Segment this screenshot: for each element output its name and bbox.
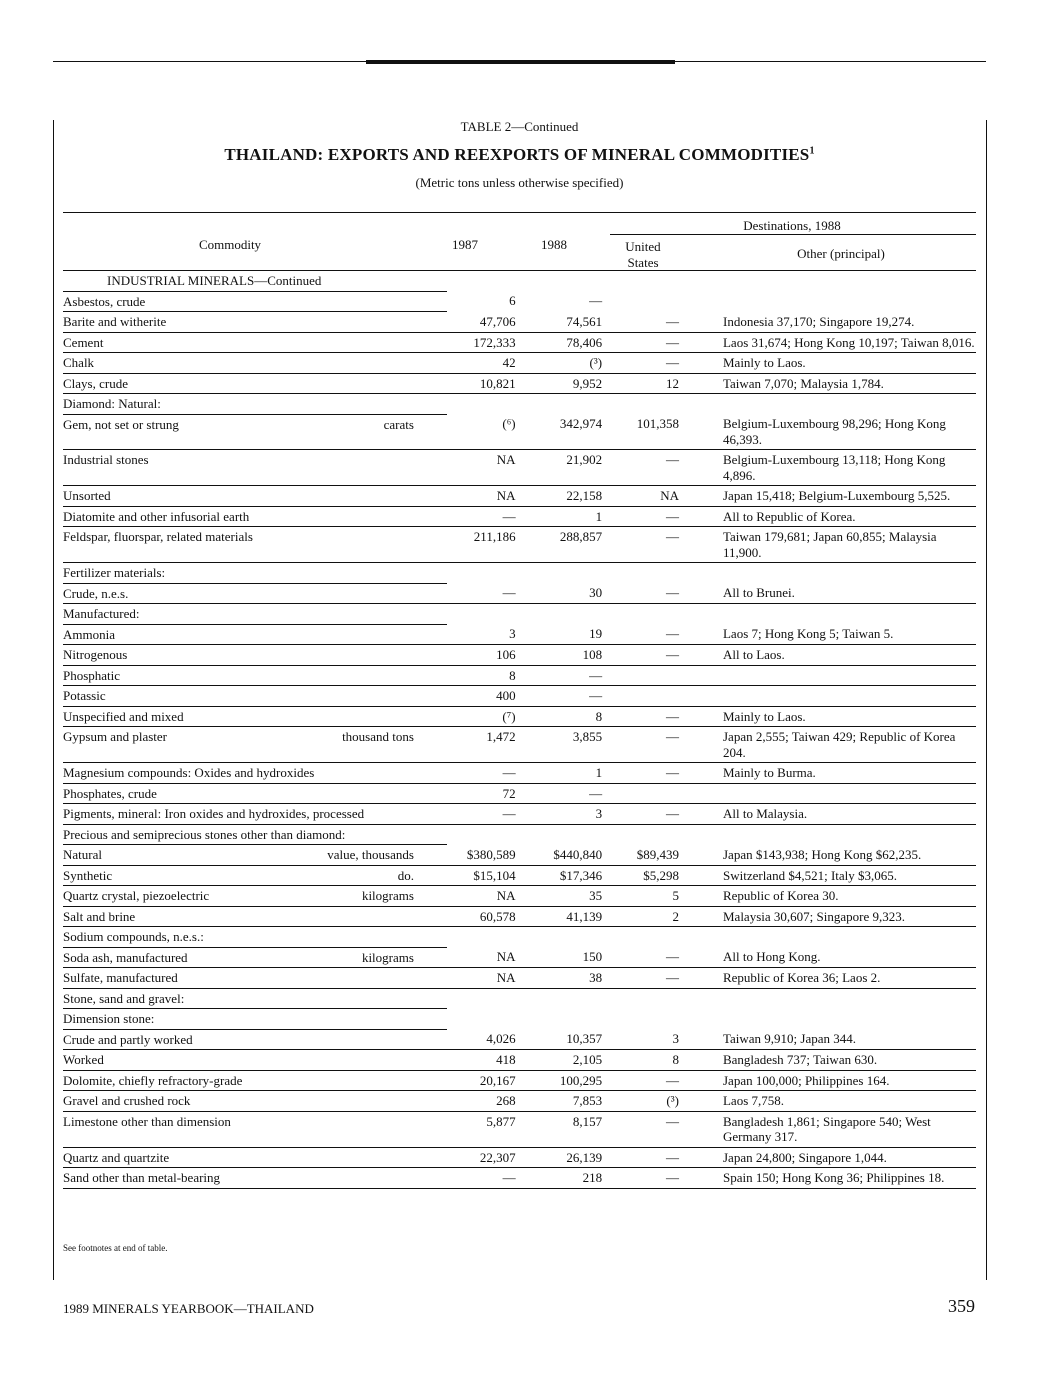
value-1988: 22,158 [516,486,603,507]
value-1987: (⁶) [447,414,516,450]
value-other: Japan 100,000; Philippines 164. [679,1070,976,1091]
value-1988: 7,853 [516,1091,603,1112]
value-us: 101,358 [602,414,679,450]
value-1987: — [447,1168,516,1189]
value-us: — [602,353,679,374]
commodity-name: Pigments, mineral: Iron oxides and hydroxides, processed [63,804,447,825]
commodity-name: Crude and partly worked [63,1029,447,1050]
value-us: 5 [602,886,679,907]
value-1988: $17,346 [516,865,603,886]
value-1987: 22,307 [447,1147,516,1168]
commodity-name: Limestone other than dimension [63,1111,447,1147]
value-1988: 78,406 [516,332,603,353]
table-row [63,906,976,927]
value-us: — [602,727,679,763]
value-us: — [602,312,679,333]
value-us: — [602,583,679,604]
footer-title: 1989 MINERALS YEARBOOK—THAILAND [63,1301,314,1316]
commodity-name: Ammonia [63,624,447,645]
value-other: All to Brunei. [679,583,976,604]
commodity-group-name: Fertilizer materials: [63,563,447,584]
value-us: — [602,1070,679,1091]
right-margin-line [986,120,987,1280]
commodity-name [63,727,447,763]
value-us: $89,439 [602,845,679,866]
commodity-label: Quartz crystal, piezoelectric [63,888,210,903]
value-us: — [602,506,679,527]
value-1988: 1 [516,506,603,527]
value-us: $5,298 [602,865,679,886]
value-1987: 3 [447,624,516,645]
left-margin-line [53,120,54,1280]
value-other: All to Republic of Korea. [679,506,976,527]
commodity-name [63,865,447,886]
value-us: — [602,645,679,666]
table-row [63,865,976,886]
table-row [63,563,976,584]
commodity-group-name: Sodium compounds, n.e.s.: [63,927,447,948]
value-1987: 5,877 [447,1111,516,1147]
table-row [63,763,976,784]
commodity-name: Feldspar, fluorspar, related materials [63,527,447,563]
value-us: — [602,1147,679,1168]
commodity-name: Magnesium compounds: Oxides and hydroxides [63,763,447,784]
value-us [602,686,679,707]
commodity-unit: kilograms [361,949,414,965]
table-row [63,824,976,845]
value-other: Laos 7,758. [679,1091,976,1112]
commodity-name: Diatomite and other infusorial earth [63,506,447,527]
commodity-name: Crude, n.e.s. [63,583,447,604]
value-1988: 108 [516,645,603,666]
value-1987: 72 [447,783,516,804]
commodity-name: Sand other than metal-bearing [63,1168,447,1189]
header-united-states [610,239,676,271]
value-1988: 3 [516,804,603,825]
commodity-name: Nitrogenous [63,645,447,666]
table-row [63,604,976,625]
value-1988: 100,295 [516,1070,603,1091]
value-other: Japan 15,418; Belgium-Luxembourg 5,525. [679,486,976,507]
value-1987: NA [447,886,516,907]
value-1988: 342,974 [516,414,603,450]
value-other: Republic of Korea 36; Laos 2. [679,968,976,989]
value-1987: (⁷) [447,706,516,727]
commodity-label: Gypsum and plaster [63,729,167,744]
table-row [63,353,976,374]
table-row [63,665,976,686]
value-other: Taiwan 179,681; Japan 60,855; Malaysia 11,900. [679,527,976,563]
value-us: — [602,804,679,825]
table-row [63,1091,976,1112]
value-1987: 60,578 [447,906,516,927]
commodity-name: Gravel and crushed rock [63,1091,447,1112]
value-1987: 418 [447,1050,516,1071]
value-other: Japan 24,800; Singapore 1,044. [679,1147,976,1168]
value-1987: NA [447,947,516,968]
commodity-table [63,271,976,1189]
table-title [63,145,976,165]
table-row [63,706,976,727]
commodity-name: Chalk [63,353,447,374]
header-us-line2: States [627,255,659,270]
commodity-name [63,414,447,450]
header-destinations: Destinations, 1988 [743,218,841,233]
commodity-name: Clays, crude [63,373,447,394]
table-row [63,583,976,604]
table-row [63,1029,976,1050]
commodity-name: Salt and brine [63,906,447,927]
footnote-text: See footnotes at end of table. [63,1243,168,1253]
value-us: 2 [602,906,679,927]
value-1987: — [447,583,516,604]
value-us: — [602,450,679,486]
header-1988: 1988 [541,237,567,252]
table-row [63,1009,976,1030]
value-other [679,686,976,707]
destinations-rule [610,234,976,235]
table-row [63,727,976,763]
value-1987: $380,589 [447,845,516,866]
value-1988: 19 [516,624,603,645]
table-row [63,1050,976,1071]
table-row [63,804,976,825]
value-1987: 400 [447,686,516,707]
value-us: — [602,527,679,563]
value-1988: 74,561 [516,312,603,333]
table-row [63,332,976,353]
value-1987: 10,821 [447,373,516,394]
top-rule-bold [366,60,675,64]
commodity-name: Cement [63,332,447,353]
value-1987: — [447,506,516,527]
value-1987: 6 [509,293,516,308]
value-us: NA [602,486,679,507]
value-1987: NA [447,450,516,486]
value-1987: 4,026 [447,1029,516,1050]
value-1987: 20,167 [447,1070,516,1091]
value-us [602,665,679,686]
value-other [679,291,976,312]
value-1987: 268 [447,1091,516,1112]
value-other: Bangladesh 737; Taiwan 630. [679,1050,976,1071]
table-row [63,886,976,907]
table-row [63,927,976,948]
value-1988: $440,840 [516,845,603,866]
value-1988: 30 [516,583,603,604]
value-1987: $15,104 [447,865,516,886]
commodity-group-name: Precious and semiprecious stones other than diamond: [63,824,447,845]
value-us: — [602,968,679,989]
table-row [63,845,976,866]
page-number: 359 [948,1296,975,1316]
value-1988: — [516,686,603,707]
value-us: 12 [602,373,679,394]
value-other: Belgium-Luxembourg 13,118; Hong Kong 4,896. [679,450,976,486]
value-1988: 26,139 [516,1147,603,1168]
value-other: Spain 150; Hong Kong 36; Philippines 18. [679,1168,976,1189]
table-subtitle: (Metric tons unless otherwise specified) [415,175,624,190]
value-other: Mainly to Burma. [679,763,976,784]
commodity-unit: do. [397,867,414,883]
table-row [63,1147,976,1168]
title-footnote-ref: 1 [809,145,815,157]
value-1988: — [516,665,603,686]
value-us: — [602,763,679,784]
value-1987: 1,472 [447,727,516,763]
commodity-name [63,886,447,907]
table-row [63,373,976,394]
value-other: Laos 31,674; Hong Kong 10,197; Taiwan 8,016. [679,332,976,353]
commodity-name: Asbestos, crude [63,291,447,312]
value-1988: 21,902 [516,450,603,486]
value-1988: 2,105 [516,1050,603,1071]
commodity-name: Unsorted [63,486,447,507]
value-other: Mainly to Laos. [679,706,976,727]
commodity-unit: carats [383,416,414,432]
commodity-name: Industrial stones [63,450,447,486]
table-row [63,291,976,312]
value-other: Indonesia 37,170; Singapore 19,274. [679,312,976,333]
table-row [63,486,976,507]
table-row [63,968,976,989]
commodity-name: Barite and witherite [63,312,447,333]
value-us [602,291,679,312]
value-other: Taiwan 9,910; Japan 344. [679,1029,976,1050]
value-1988: 1 [516,763,603,784]
value-1987: NA [447,968,516,989]
value-us: — [602,624,679,645]
value-1988: 41,139 [516,906,603,927]
value-us: (³) [602,1091,679,1112]
value-1987: 211,186 [447,527,516,563]
value-us [602,783,679,804]
table-row [63,988,976,1009]
commodity-group-name: Manufactured: [63,604,447,625]
commodity-group-name: Diamond: Natural: [63,394,447,415]
table-row [63,414,976,450]
commodity-label: Soda ash, manufactured [63,949,188,965]
value-us: — [602,706,679,727]
value-1987: NA [447,486,516,507]
commodity-group-name: Dimension stone: [63,1009,447,1030]
table-row [63,506,976,527]
commodity-name: Phosphatic [63,665,447,686]
table-caption: TABLE 2—Continued [460,119,579,134]
value-other: Japan $143,938; Hong Kong $62,235. [679,845,976,866]
commodity-name: Sulfate, manufactured [63,968,447,989]
value-1988: 38 [516,968,603,989]
value-1988: 9,952 [516,373,603,394]
commodity-unit: kilograms [361,888,414,903]
value-other [679,665,976,686]
header-top-rule [63,212,976,213]
value-1988: 150 [516,947,603,968]
value-1987: 106 [447,645,516,666]
header-1987: 1987 [452,237,478,252]
value-1988: 8,157 [516,1111,603,1147]
section-row [63,271,976,291]
value-1988: 35 [516,886,603,907]
table-row [63,947,976,968]
value-other: Japan 2,555; Taiwan 429; Republic of Korea 204. [679,727,976,763]
table-row [63,1168,976,1189]
commodity-group-name: Stone, sand and gravel: [63,988,447,1009]
value-other: Malaysia 30,607; Singapore 9,323. [679,906,976,927]
commodity-name: Phosphates, crude [63,783,447,804]
value-other: Laos 7; Hong Kong 5; Taiwan 5. [679,624,976,645]
section-label: INDUSTRIAL MINERALS—Continued [63,271,447,291]
value-other: Belgium-Luxembourg 98,296; Hong Kong 46,393. [679,414,976,450]
commodity-name: Quartz and quartzite [63,1147,447,1168]
value-1988: — [589,293,603,308]
table-row [63,783,976,804]
value-us: — [602,1111,679,1147]
table-row [63,1111,976,1147]
value-1988: 8 [516,706,603,727]
header-other: Other (principal) [797,246,885,261]
commodity-name [63,845,447,866]
value-us: 3 [602,1029,679,1050]
value-other: All to Malaysia. [679,804,976,825]
value-1987: — [447,763,516,784]
value-us: — [602,332,679,353]
table-row [63,686,976,707]
table-row [63,394,976,415]
value-other: All to Hong Kong. [679,947,976,968]
value-1987: — [447,804,516,825]
value-1987: 47,706 [447,312,516,333]
value-us: — [602,947,679,968]
value-other: Switzerland $4,521; Italy $3,065. [679,865,976,886]
value-other: Taiwan 7,070; Malaysia 1,784. [679,373,976,394]
value-1988: 3,855 [516,727,603,763]
value-us: 8 [602,1050,679,1071]
value-1987: 8 [447,665,516,686]
commodity-label: Gem, not set or strung [63,416,179,432]
value-other: Republic of Korea 30. [679,886,976,907]
value-us: — [602,1168,679,1189]
commodity-label: Natural [63,847,102,862]
table-row [63,450,976,486]
commodity-name [63,947,447,968]
value-1988: 218 [516,1168,603,1189]
table-row [63,312,976,333]
table-title-text: THAILAND: EXPORTS AND REEXPORTS OF MINERAL COMMODITIES [224,145,810,164]
commodity-unit: value, thousands [327,847,414,862]
value-other: Mainly to Laos. [679,353,976,374]
table-row [63,624,976,645]
commodity-name: Dolomite, chiefly refractory-grade [63,1070,447,1091]
table-row [63,645,976,666]
commodity-name: Unspecified and mixed [63,706,447,727]
value-other: Bangladesh 1,861; Singapore 540; West Germany 317. [679,1111,976,1147]
header-commodity: Commodity [198,237,262,252]
commodity-name: Worked [63,1050,447,1071]
value-1988: 288,857 [516,527,603,563]
value-other: All to Laos. [679,645,976,666]
header-us-line1: United [625,239,661,254]
commodity-name: Potassic [63,686,447,707]
value-1988: — [516,783,603,804]
value-1988: 10,357 [516,1029,603,1050]
value-1987: 42 [447,353,516,374]
value-other [679,783,976,804]
table-row [63,527,976,563]
table-row [63,1070,976,1091]
commodity-unit: thousand tons [342,729,414,744]
value-1987: 172,333 [447,332,516,353]
commodity-label: Synthetic [63,867,113,883]
value-1988: (³) [516,353,603,374]
